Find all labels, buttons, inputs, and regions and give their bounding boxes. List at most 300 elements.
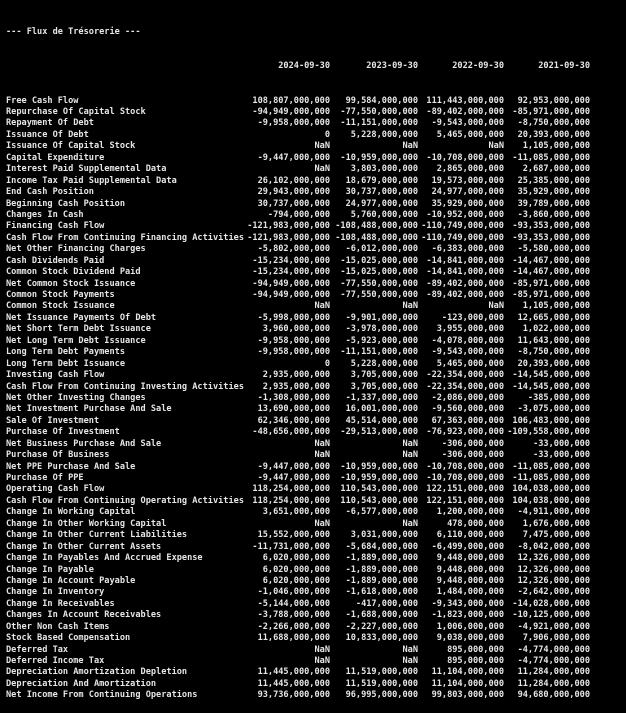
- row-label: Cash Flow From Continuing Operating Activities: [6, 495, 244, 506]
- row-value: -6,499,000,000: [431, 541, 504, 552]
- row-value: 108,807,000,000: [252, 95, 330, 106]
- row-value: -10,952,000,000: [426, 209, 504, 220]
- table-row: [6, 324, 626, 335]
- row-value: -77,550,000,000: [340, 290, 418, 301]
- row-label: Cash Flow From Continuing Financing Activities: [6, 232, 244, 243]
- row-value: -29,513,000,000: [340, 427, 418, 438]
- table-row: [6, 244, 626, 255]
- row-label: Long Term Debt Issuance: [6, 358, 125, 369]
- row-value: NaN: [488, 301, 504, 312]
- column-header: 2024-09-30: [278, 61, 330, 72]
- row-value: -94,949,000,000: [252, 278, 330, 289]
- row-value: 62,346,000,000: [257, 415, 330, 426]
- row-value: 11,284,000,000: [517, 667, 590, 678]
- table-row: [6, 496, 626, 507]
- row-value: 20,393,000,000: [517, 358, 590, 369]
- row-value: -1,889,000,000: [345, 575, 418, 586]
- row-value: -5,684,000,000: [345, 541, 418, 552]
- table-row: [6, 507, 626, 518]
- row-value: 5,465,000,000: [436, 129, 504, 140]
- table-row: [6, 221, 626, 232]
- cash-flow-table: [6, 96, 626, 702]
- row-value: 3,651,000,000: [262, 507, 330, 518]
- row-value: -94,949,000,000: [252, 107, 330, 118]
- row-value: -22,354,000,000: [426, 370, 504, 381]
- row-value: -11,731,000,000: [252, 541, 330, 552]
- row-value: 5,465,000,000: [436, 358, 504, 369]
- row-value: NaN: [402, 450, 418, 461]
- row-label: Depreciation Amortization Depletion: [6, 667, 188, 678]
- row-value: 15,552,000,000: [257, 530, 330, 541]
- row-value: -110,749,000,000: [421, 232, 504, 243]
- row-value: -4,774,000,000: [517, 656, 590, 667]
- row-value: NaN: [488, 141, 504, 152]
- table-row: [6, 313, 626, 324]
- row-label: Change In Payables And Accrued Expense: [6, 553, 203, 564]
- row-label: Interest Paid Supplemental Data: [6, 164, 167, 175]
- row-value: -94,949,000,000: [252, 290, 330, 301]
- row-label: Net Other Financing Charges: [6, 244, 146, 255]
- row-value: -85,971,000,000: [512, 290, 590, 301]
- row-value: -9,543,000,000: [431, 347, 504, 358]
- row-value: -10,959,000,000: [340, 461, 418, 472]
- row-value: 11,445,000,000: [257, 678, 330, 689]
- table-row: [6, 279, 626, 290]
- table-row: [6, 210, 626, 221]
- row-value: 895,000,000: [447, 644, 504, 655]
- row-value: NaN: [402, 644, 418, 655]
- table-row: [6, 473, 626, 484]
- row-label: Deferred Tax: [6, 644, 69, 655]
- row-value: -9,543,000,000: [431, 118, 504, 129]
- row-value: -10,959,000,000: [340, 473, 418, 484]
- table-row: [6, 233, 626, 244]
- row-value: -1,889,000,000: [345, 553, 418, 564]
- row-label: Net Long Term Debt Issuance: [6, 335, 146, 346]
- row-value: -89,402,000,000: [426, 107, 504, 118]
- row-value: -121,983,000,000: [247, 232, 330, 243]
- table-row: [6, 301, 626, 312]
- row-value: -417,000,000: [355, 598, 418, 609]
- row-label: Investing Cash Flow: [6, 370, 105, 381]
- table-row: [6, 427, 626, 438]
- row-label: Changes In Account Receivables: [6, 610, 162, 621]
- row-label: Beginning Cash Position: [6, 198, 125, 209]
- row-value: -6,012,000,000: [345, 244, 418, 255]
- row-value: NaN: [402, 141, 418, 152]
- table-row: [6, 565, 626, 576]
- table-row: [6, 462, 626, 473]
- table-row: [6, 645, 626, 656]
- row-value: 2,687,000,000: [522, 164, 590, 175]
- row-value: -11,085,000,000: [512, 152, 590, 163]
- row-label: Common Stock Dividend Paid: [6, 267, 141, 278]
- row-value: NaN: [402, 656, 418, 667]
- row-value: -4,774,000,000: [517, 644, 590, 655]
- row-value: 18,679,000,000: [345, 175, 418, 186]
- row-value: 96,995,000,000: [345, 690, 418, 701]
- row-label: Sale Of Investment: [6, 415, 100, 426]
- row-value: -2,227,000,000: [345, 621, 418, 632]
- row-value: -14,467,000,000: [512, 255, 590, 266]
- row-label: Change In Other Current Assets: [6, 541, 162, 552]
- table-row: [6, 587, 626, 598]
- row-value: -9,958,000,000: [257, 347, 330, 358]
- row-value: 2,935,000,000: [262, 381, 330, 392]
- row-value: 111,443,000,000: [426, 95, 504, 106]
- row-value: 99,803,000,000: [431, 690, 504, 701]
- table-row: [6, 679, 626, 690]
- row-value: 9,448,000,000: [436, 575, 504, 586]
- row-value: -4,911,000,000: [517, 507, 590, 518]
- row-value: -15,025,000,000: [340, 255, 418, 266]
- row-value: 0: [324, 129, 330, 140]
- row-value: 9,448,000,000: [436, 564, 504, 575]
- row-value: -385,000,000: [527, 392, 590, 403]
- table-row: [6, 553, 626, 564]
- row-value: 11,643,000,000: [517, 335, 590, 346]
- row-value: -14,841,000,000: [426, 267, 504, 278]
- row-value: -10,959,000,000: [340, 152, 418, 163]
- row-value: -14,545,000,000: [512, 381, 590, 392]
- row-label: Cash Dividends Paid: [6, 255, 105, 266]
- table-row: [6, 290, 626, 301]
- table-row: [6, 130, 626, 141]
- row-value: -306,000,000: [441, 450, 504, 461]
- table-row: [6, 576, 626, 587]
- row-label: Change In Account Payable: [6, 575, 136, 586]
- row-value: 895,000,000: [447, 656, 504, 667]
- row-value: 93,736,000,000: [257, 690, 330, 701]
- row-value: -89,402,000,000: [426, 290, 504, 301]
- column-header: 2023-09-30: [366, 61, 418, 72]
- row-value: NaN: [402, 438, 418, 449]
- row-label: Depreciation And Amortization: [6, 678, 157, 689]
- row-value: -11,085,000,000: [512, 473, 590, 484]
- row-value: -794,000,000: [267, 209, 330, 220]
- row-value: 2,935,000,000: [262, 370, 330, 381]
- row-label: Change In Working Capital: [6, 507, 136, 518]
- row-value: 122,151,000,000: [426, 484, 504, 495]
- row-value: 94,680,000,000: [517, 690, 590, 701]
- row-value: 3,705,000,000: [350, 381, 418, 392]
- section-title: --- Flux de Trésorerie ---: [6, 26, 141, 37]
- header-row: [6, 61, 626, 72]
- row-label: Repayment Of Debt: [6, 118, 94, 129]
- row-value: -109,558,000,000: [507, 427, 590, 438]
- row-value: -33,000,000: [533, 450, 590, 461]
- row-value: 104,038,000,000: [512, 495, 590, 506]
- row-value: 9,448,000,000: [436, 553, 504, 564]
- table-row: [6, 484, 626, 495]
- row-value: -4,921,000,000: [517, 621, 590, 632]
- row-value: -10,708,000,000: [426, 473, 504, 484]
- row-label: Deferred Income Tax: [6, 656, 105, 667]
- row-value: 2,865,000,000: [436, 164, 504, 175]
- row-value: -11,151,000,000: [340, 347, 418, 358]
- row-label: Issuance Of Debt: [6, 129, 89, 140]
- table-row: [6, 416, 626, 427]
- row-value: 5,228,000,000: [350, 358, 418, 369]
- row-value: -10,708,000,000: [426, 152, 504, 163]
- table-row: [6, 599, 626, 610]
- row-label: Financing Cash Flow: [6, 221, 105, 232]
- table-row: [6, 370, 626, 381]
- row-value: 6,020,000,000: [262, 564, 330, 575]
- table-row: [6, 256, 626, 267]
- row-value: 11,688,000,000: [257, 633, 330, 644]
- row-value: -10,125,000,000: [512, 610, 590, 621]
- table-row: [6, 107, 626, 118]
- row-value: -48,656,000,000: [252, 427, 330, 438]
- row-value: -15,025,000,000: [340, 267, 418, 278]
- row-value: -108,488,000,000: [335, 232, 418, 243]
- row-label: Change In Inventory: [6, 587, 105, 598]
- row-value: -14,028,000,000: [512, 598, 590, 609]
- row-value: -8,750,000,000: [517, 347, 590, 358]
- row-value: 478,000,000: [447, 518, 504, 529]
- row-label: Net Issuance Payments Of Debt: [6, 312, 157, 323]
- row-value: 35,929,000,000: [431, 198, 504, 209]
- row-value: 24,977,000,000: [431, 187, 504, 198]
- row-value: 118,254,000,000: [252, 495, 330, 506]
- row-value: -2,642,000,000: [517, 587, 590, 598]
- row-label: Change In Other Working Capital: [6, 518, 167, 529]
- row-value: -93,353,000,000: [512, 232, 590, 243]
- row-value: -2,086,000,000: [431, 392, 504, 403]
- row-value: 11,445,000,000: [257, 667, 330, 678]
- row-value: 6,020,000,000: [262, 575, 330, 586]
- row-value: 20,393,000,000: [517, 129, 590, 140]
- row-label: Free Cash Flow: [6, 95, 79, 106]
- table-row: [6, 118, 626, 129]
- row-label: Net Common Stock Issuance: [6, 278, 136, 289]
- row-value: -15,234,000,000: [252, 267, 330, 278]
- row-value: 24,977,000,000: [345, 198, 418, 209]
- row-label: Purchase Of Business: [6, 450, 110, 461]
- row-label: Net PPE Purchase And Sale: [6, 461, 136, 472]
- table-row: [6, 404, 626, 415]
- column-header: 2022-09-30: [452, 61, 504, 72]
- row-value: -5,580,000,000: [517, 244, 590, 255]
- table-row: [6, 141, 626, 152]
- row-label: Net Investment Purchase And Sale: [6, 404, 172, 415]
- row-value: 10,833,000,000: [345, 633, 418, 644]
- row-value: 30,737,000,000: [345, 187, 418, 198]
- row-value: 118,254,000,000: [252, 484, 330, 495]
- table-row: [6, 382, 626, 393]
- table-row: [6, 439, 626, 450]
- row-value: -9,901,000,000: [345, 312, 418, 323]
- table-row: [6, 610, 626, 621]
- table-row: [6, 450, 626, 461]
- row-value: 99,584,000,000: [345, 95, 418, 106]
- row-value: 3,955,000,000: [436, 324, 504, 335]
- row-label: Cash Flow From Continuing Investing Activities: [6, 381, 244, 392]
- row-label: Operating Cash Flow: [6, 484, 105, 495]
- row-value: 0: [324, 358, 330, 369]
- row-value: -77,550,000,000: [340, 278, 418, 289]
- row-value: NaN: [402, 301, 418, 312]
- row-label: Change In Payable: [6, 564, 94, 575]
- row-value: -85,971,000,000: [512, 278, 590, 289]
- row-value: 16,001,000,000: [345, 404, 418, 415]
- row-value: -1,823,000,000: [431, 610, 504, 621]
- row-value: 11,519,000,000: [345, 667, 418, 678]
- row-value: 12,326,000,000: [517, 564, 590, 575]
- row-value: -3,860,000,000: [517, 209, 590, 220]
- row-value: 29,943,000,000: [257, 187, 330, 198]
- row-value: -8,042,000,000: [517, 541, 590, 552]
- row-value: -6,577,000,000: [345, 507, 418, 518]
- row-value: 11,104,000,000: [431, 667, 504, 678]
- row-value: -108,488,000,000: [335, 221, 418, 232]
- row-label: Changes In Cash: [6, 209, 84, 220]
- row-value: 1,484,000,000: [436, 587, 504, 598]
- table-row: [6, 153, 626, 164]
- row-value: 35,929,000,000: [517, 187, 590, 198]
- row-value: 25,385,000,000: [517, 175, 590, 186]
- row-label: Purchase Of Investment: [6, 427, 120, 438]
- row-value: -121,983,000,000: [247, 221, 330, 232]
- row-value: 12,326,000,000: [517, 553, 590, 564]
- row-label: Common Stock Issuance: [6, 301, 115, 312]
- row-value: -4,078,000,000: [431, 335, 504, 346]
- row-label: Change In Receivables: [6, 598, 115, 609]
- row-value: -123,000,000: [441, 312, 504, 323]
- row-label: Other Non Cash Items: [6, 621, 110, 632]
- row-value: 1,105,000,000: [522, 301, 590, 312]
- row-value: -9,447,000,000: [257, 152, 330, 163]
- row-value: 106,483,000,000: [512, 415, 590, 426]
- row-value: 122,151,000,000: [426, 495, 504, 506]
- row-value: 6,020,000,000: [262, 553, 330, 564]
- row-label: Change In Other Current Liabilities: [6, 530, 188, 541]
- row-value: -15,234,000,000: [252, 255, 330, 266]
- row-value: 19,573,000,000: [431, 175, 504, 186]
- row-value: NaN: [314, 656, 330, 667]
- row-value: 11,519,000,000: [345, 678, 418, 689]
- row-value: 12,326,000,000: [517, 575, 590, 586]
- row-label: Net Income From Continuing Operations: [6, 690, 198, 701]
- row-value: -1,308,000,000: [257, 392, 330, 403]
- row-value: -1,889,000,000: [345, 564, 418, 575]
- row-value: -9,343,000,000: [431, 598, 504, 609]
- row-value: -5,802,000,000: [257, 244, 330, 255]
- row-value: 39,789,000,000: [517, 198, 590, 209]
- row-label: Common Stock Payments: [6, 290, 115, 301]
- table-row: [6, 187, 626, 198]
- row-label: Net Business Purchase And Sale: [6, 438, 162, 449]
- table-row: [6, 199, 626, 210]
- table-row: [6, 690, 626, 701]
- row-value: NaN: [314, 141, 330, 152]
- row-value: -3,075,000,000: [517, 404, 590, 415]
- row-value: -11,151,000,000: [340, 118, 418, 129]
- table-row: [6, 542, 626, 553]
- row-value: -93,353,000,000: [512, 221, 590, 232]
- row-value: NaN: [314, 518, 330, 529]
- row-value: 7,906,000,000: [522, 633, 590, 644]
- row-label: End Cash Position: [6, 187, 94, 198]
- row-value: -110,749,000,000: [421, 221, 504, 232]
- row-value: 12,665,000,000: [517, 312, 590, 323]
- row-value: NaN: [314, 164, 330, 175]
- table-row: [6, 164, 626, 175]
- row-label: Capital Expenditure: [6, 152, 105, 163]
- row-value: 3,031,000,000: [350, 530, 418, 541]
- table-row: [6, 267, 626, 278]
- row-value: 30,737,000,000: [257, 198, 330, 209]
- row-value: 110,543,000,000: [340, 495, 418, 506]
- row-value: 13,690,000,000: [257, 404, 330, 415]
- row-value: -1,618,000,000: [345, 587, 418, 598]
- row-value: 1,006,000,000: [436, 621, 504, 632]
- row-value: -76,923,000,000: [426, 427, 504, 438]
- row-value: 110,543,000,000: [340, 484, 418, 495]
- row-value: 1,676,000,000: [522, 518, 590, 529]
- row-value: -89,402,000,000: [426, 278, 504, 289]
- table-row: [6, 347, 626, 358]
- row-value: 5,760,000,000: [350, 209, 418, 220]
- row-value: 104,038,000,000: [512, 484, 590, 495]
- row-value: -1,046,000,000: [257, 587, 330, 598]
- row-value: -1,337,000,000: [345, 392, 418, 403]
- row-value: 67,363,000,000: [431, 415, 504, 426]
- row-value: -14,467,000,000: [512, 267, 590, 278]
- row-value: NaN: [314, 438, 330, 449]
- row-label: Stock Based Compensation: [6, 633, 131, 644]
- row-value: 1,105,000,000: [522, 141, 590, 152]
- row-value: -14,841,000,000: [426, 255, 504, 266]
- row-value: -8,750,000,000: [517, 118, 590, 129]
- table-row: [6, 176, 626, 187]
- row-value: -3,788,000,000: [257, 610, 330, 621]
- row-value: -14,545,000,000: [512, 370, 590, 381]
- row-value: 6,110,000,000: [436, 530, 504, 541]
- column-header: 2021-09-30: [538, 61, 590, 72]
- row-value: 5,228,000,000: [350, 129, 418, 140]
- row-label: Long Term Debt Payments: [6, 347, 125, 358]
- row-value: 3,705,000,000: [350, 370, 418, 381]
- row-value: -9,958,000,000: [257, 118, 330, 129]
- row-value: 3,803,000,000: [350, 164, 418, 175]
- row-value: -3,978,000,000: [345, 324, 418, 335]
- table-row: [6, 359, 626, 370]
- table-row: [6, 633, 626, 644]
- row-value: -6,383,000,000: [431, 244, 504, 255]
- row-value: 92,953,000,000: [517, 95, 590, 106]
- row-value: 26,102,000,000: [257, 175, 330, 186]
- row-value: NaN: [314, 301, 330, 312]
- row-value: -2,266,000,000: [257, 621, 330, 632]
- table-row: [6, 519, 626, 530]
- row-value: 1,200,000,000: [436, 507, 504, 518]
- row-label: Repurchase Of Capital Stock: [6, 107, 146, 118]
- row-value: 3,960,000,000: [262, 324, 330, 335]
- row-value: -1,688,000,000: [345, 610, 418, 621]
- row-value: -22,354,000,000: [426, 381, 504, 392]
- row-value: NaN: [314, 644, 330, 655]
- table-row: [6, 667, 626, 678]
- row-value: -11,085,000,000: [512, 461, 590, 472]
- row-value: -5,923,000,000: [345, 335, 418, 346]
- row-value: -85,971,000,000: [512, 107, 590, 118]
- row-label: Net Short Term Debt Issuance: [6, 324, 151, 335]
- row-value: NaN: [402, 518, 418, 529]
- row-label: Purchase Of PPE: [6, 473, 84, 484]
- row-value: 9,038,000,000: [436, 633, 504, 644]
